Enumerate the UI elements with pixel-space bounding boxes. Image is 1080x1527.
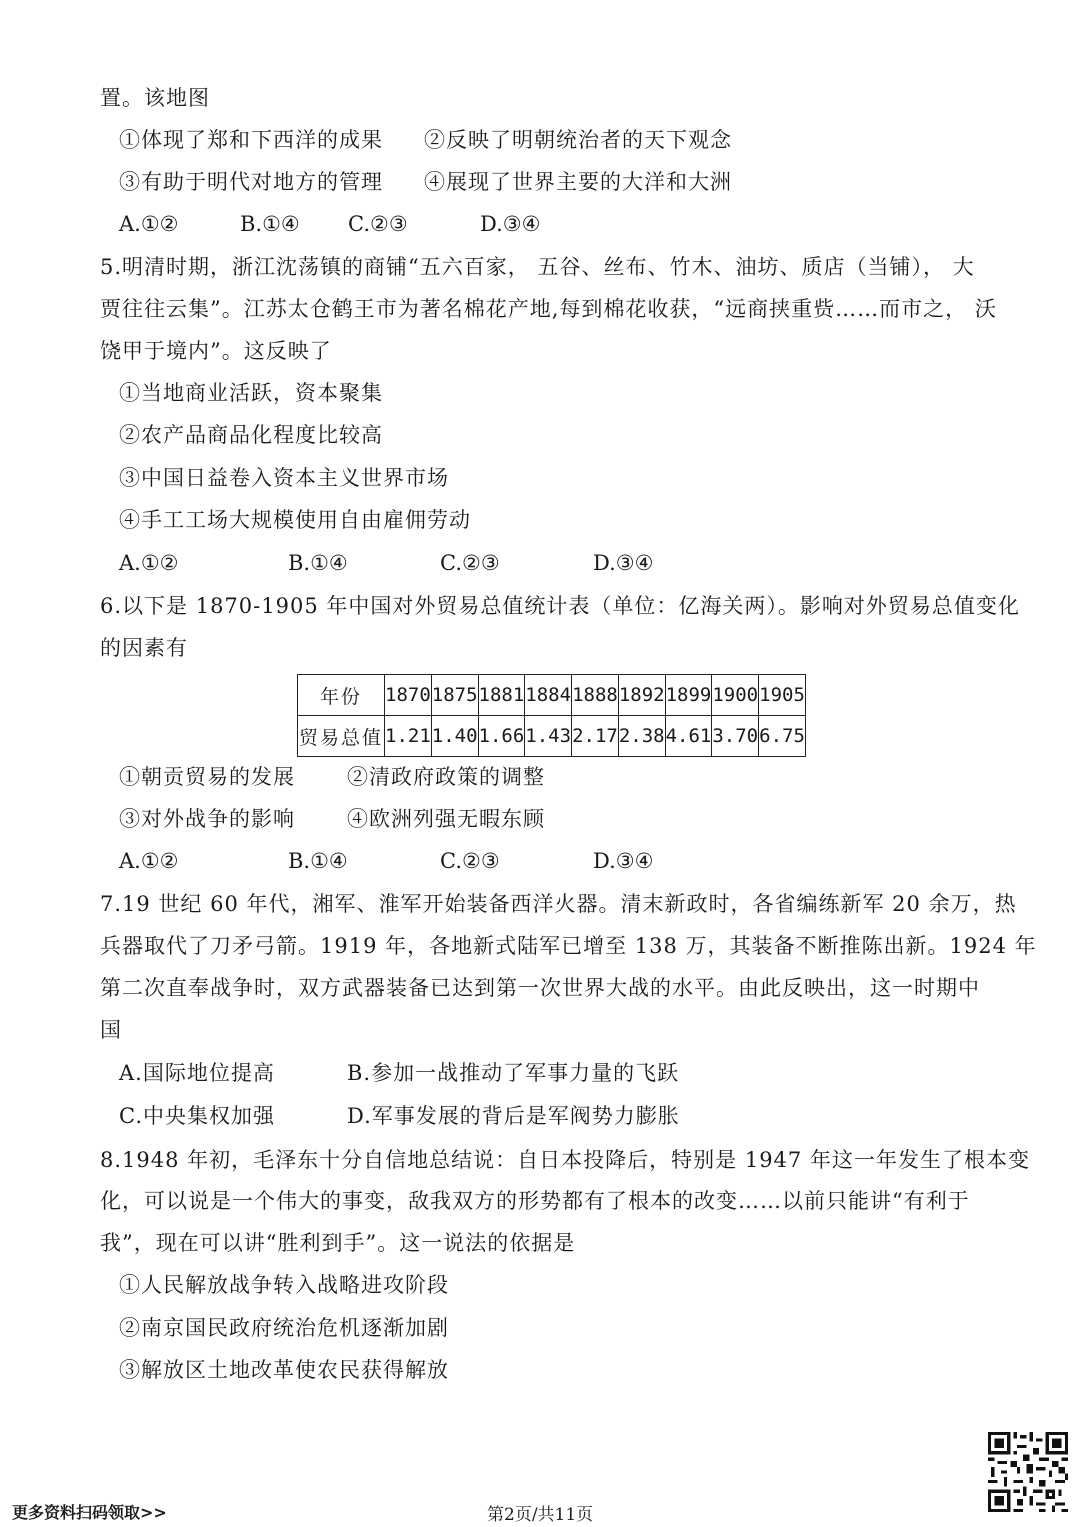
q7-stem-line-2: 兵器取代了刀矛弓箭。1919 年，各地新式陆军已增至 138 万，其装备不断推陈出新。1924 年 [100,934,1037,958]
table-cell-value: 1.43 [525,716,572,757]
q5-option-c: C.②③ [440,551,500,575]
q4-item-1: ①体现了郑和下西洋的成果 [119,128,383,152]
q5-option-d: D.③④ [593,551,654,575]
q6-stem-line-1: 6.以下是 1870-1905 年中国对外贸易总值统计表（单位：亿海关两）。影响对外贸易总值变化 [100,594,1020,618]
q5-stem-line-2: 贾往往云集”。江苏太仓鹤王市为著名棉花产地,每到棉花收获，“远商挟重赀……而市之， 沃 [100,297,997,321]
table-cell-value: 2.38 [618,716,665,757]
table-cell-year: 1881 [478,675,525,716]
q4-option-a: A.①② [119,212,179,236]
q7-option-c: C.中央集权加强 [119,1104,275,1128]
table-cell-value: 1.66 [478,716,525,757]
q8-stem-line-2: 化，可以说是一个伟大的事变，敌我双方的形势都有了根本的改变……以前只能讲“有利于 [100,1189,970,1213]
q6-item-4: ④欧洲列强无暇东顾 [347,807,545,831]
q8-stem-line-3: 我”，现在可以讲“胜利到手”。这一说法的依据是 [100,1231,576,1255]
q6-item-2: ②清政府政策的调整 [347,765,545,789]
q7-option-a: A.国际地位提高 [119,1061,275,1085]
q4-option-b: B.①④ [240,212,300,236]
q8-item-3: ③解放区土地改革使农民获得解放 [119,1358,449,1382]
table-cell-year: 1899 [665,675,712,716]
q7-stem-line-4: 国 [100,1018,122,1042]
q8-item-2: ②南京国民政府统治危机逐渐加剧 [119,1316,449,1340]
table-header-value: 贸易总值 [298,716,385,757]
q6-item-3: ③对外战争的影响 [119,807,295,831]
table-cell-year: 1888 [572,675,619,716]
q5-item-4: ④手工工场大规模使用自由雇佣劳动 [119,508,471,532]
q4-option-c: C.②③ [348,212,408,236]
q7-option-b: B.参加一战推动了军事力量的飞跃 [347,1061,680,1085]
table-cell-year: 1892 [618,675,665,716]
q5-item-2: ②农产品商品化程度比较高 [119,423,383,447]
q7-stem-line-3: 第二次直奉战争时，双方武器装备已达到第一次世界大战的水平。由此反映出，这一时期中 [100,976,980,1000]
q5-stem-line-3: 饶甲于境内”。这反映了 [100,339,332,363]
q5-item-3: ③中国日益卷入资本主义世界市场 [119,466,449,490]
table-cell-value: 1.40 [431,716,478,757]
q4-item-4: ④展现了世界主要的大洋和大洲 [424,170,732,194]
q4-stem-tail: 置。该地图 [100,86,210,110]
table-cell-value: 1.21 [385,716,432,757]
page-number: 第2页/共11页 [487,1505,594,1525]
q4-item-2: ②反映了明朝统治者的天下观念 [424,128,732,152]
table-cell-year: 1905 [759,675,806,716]
table-cell-year: 1884 [525,675,572,716]
q6-option-d: D.③④ [593,849,654,873]
q7-stem-line-1: 7.19 世纪 60 年代，湘军、淮军开始装备西洋火器。清末新政时，各省编练新军 20 余万，热 [100,892,1017,916]
q4-option-d: D.③④ [480,212,541,236]
table-cell-year: 1900 [712,675,759,716]
table-cell-value: 2.17 [572,716,619,757]
table-cell-value: 6.75 [759,716,806,757]
table-row-years [298,675,806,716]
q7-option-d: D.军事发展的背后是军阀势力膨胀 [347,1104,680,1128]
table-row-values [298,716,806,757]
q6-option-c: C.②③ [440,849,500,873]
table-cell-year: 1875 [431,675,478,716]
q8-item-1: ①人民解放战争转入战略进攻阶段 [119,1273,449,1297]
table-cell-year: 1870 [385,675,432,716]
table-cell-value: 4.61 [665,716,712,757]
q8-stem-line-1: 8.1948 年初，毛泽东十分自信地总结说：自日本投降后，特别是 1947 年这一年发生了根本变 [100,1148,1030,1172]
qr-code[interactable] [988,1432,1068,1512]
trade-table [297,674,806,757]
q4-item-3: ③有助于明代对地方的管理 [119,170,383,194]
q6-stem-line-2: 的因素有 [100,636,188,660]
footer-scan-prompt[interactable]: 更多资料扫码领取>> [12,1503,167,1522]
q5-stem-line-1: 5.明清时期，浙江沈荡镇的商铺“五六百家， 五谷、丝布、竹木、油坊、质店（当铺）， 大 [100,255,975,279]
q5-option-b: B.①④ [288,551,348,575]
table-cell-value: 3.70 [712,716,759,757]
table-header-year: 年份 [298,675,385,716]
q6-option-b: B.①④ [288,849,348,873]
q6-item-1: ①朝贡贸易的发展 [119,765,295,789]
q5-item-1: ①当地商业活跃，资本聚集 [119,381,383,405]
q6-option-a: A.①② [119,849,179,873]
q5-option-a: A.①② [119,551,179,575]
